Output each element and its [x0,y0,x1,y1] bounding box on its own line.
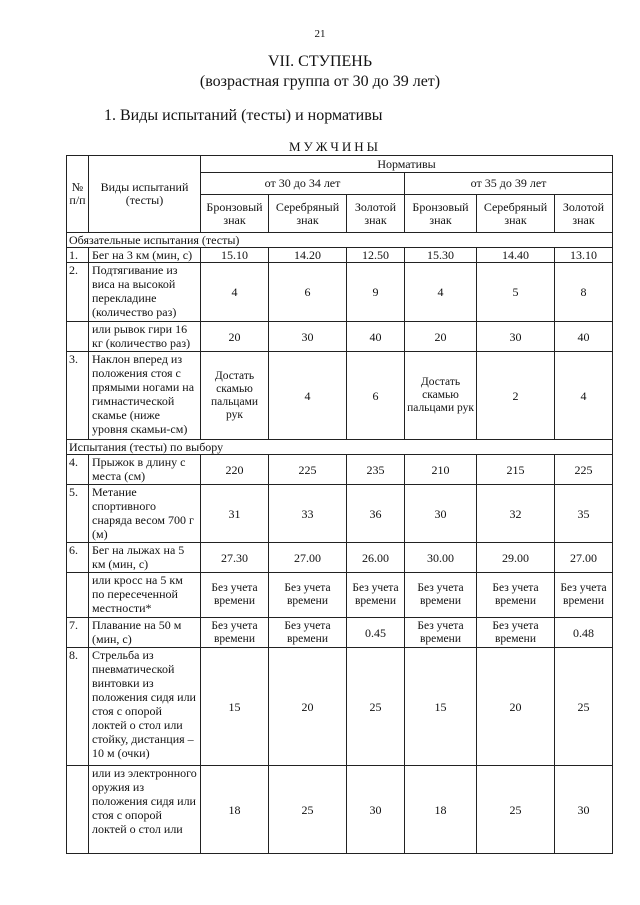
table-row [67,455,613,485]
value-cell: 6 [347,352,405,440]
value-cell: 20 [477,648,555,766]
row-number [67,766,89,854]
section-optional: Испытания (тесты) по выбору [67,440,613,455]
value-cell: 35 [555,485,613,543]
header-badge-silver: Серебряный знак [477,195,555,233]
value-cell: Достать скамью пальцами рук [405,352,477,440]
value-cell: 20 [201,322,269,352]
gender-title: МУЖЧИНЫ [289,139,381,154]
table-row [67,648,613,766]
value-cell: 30 [405,485,477,543]
row-test-name: Наклон вперед из положения стоя с прямыми ногами на гимнастической скамье (ниже уровня скамьи-см) [89,352,201,440]
value-cell: 0.45 [347,618,405,648]
row-number [67,322,89,352]
table-row [67,618,613,648]
row-test-name: Стрельба из пневматической винтовки из положения сидя или стоя с опорой локтей о стол или стойку, дистанция – 10 м (очки) [89,648,201,766]
value-cell: Без учета времени [269,618,347,648]
row-number: 4. [67,455,89,485]
table-row [67,352,613,440]
row-number: 3. [67,352,89,440]
header-badge-bronze: Бронзовый знак [405,195,477,233]
value-cell: 0.48 [555,618,613,648]
value-cell: 13.10 [555,248,613,263]
row-number: 5. [67,485,89,543]
value-cell: 14.20 [269,248,347,263]
section-row [67,233,613,248]
value-cell: 18 [201,766,269,854]
header-age-group-1: от 30 до 34 лет [201,173,405,195]
value-cell: 2 [477,352,555,440]
header-norms: Нормативы [201,156,613,173]
value-cell: 27.00 [269,543,347,573]
row-test-name: Бег на лыжах на 5 км (мин, с) [89,543,201,573]
value-cell: 25 [269,766,347,854]
value-cell: 30 [477,322,555,352]
header-tests: Виды испытаний (тесты) [89,156,201,233]
row-test-name: или кросс на 5 км по пересеченной местности* [89,573,201,618]
heading-stage: VII. СТУПЕНЬ [267,53,373,70]
row-number: 1. [67,248,89,263]
value-cell: 25 [477,766,555,854]
header-row-norms [67,156,613,173]
header-age-group-2: от 35 до 39 лет [405,173,613,195]
value-cell: 40 [555,322,613,352]
table-row [67,263,613,322]
value-cell: 15.10 [201,248,269,263]
row-number [67,573,89,618]
value-cell: 30.00 [405,543,477,573]
section-row [67,440,613,455]
value-cell: 20 [405,322,477,352]
table-row [67,485,613,543]
value-cell: 220 [201,455,269,485]
value-cell: 26.00 [347,543,405,573]
header-badge-bronze: Бронзовый знак [201,195,269,233]
value-cell: Без учета времени [347,573,405,618]
value-cell: 4 [269,352,347,440]
table-row [67,248,613,263]
value-cell: Без учета времени [555,573,613,618]
row-test-name: Метание спортивного снаряда весом 700 г (м) [89,485,201,543]
section-title: 1. Виды испытаний (тесты) и нормативы [104,107,383,124]
row-test-name: Подтягивание из виса на высокой перекладине (количество раз) [89,263,201,322]
value-cell: 40 [347,322,405,352]
value-cell: Без учета времени [269,573,347,618]
header-badge-gold: Золотой знак [555,195,613,233]
value-cell: 5 [477,263,555,322]
value-cell: 225 [269,455,347,485]
table-row [67,766,613,854]
header-badge-silver: Серебряный знак [269,195,347,233]
row-number: 2. [67,263,89,322]
value-cell: 36 [347,485,405,543]
row-test-name: или из электронного оружия из положения сидя или стоя с опорой локтей о стол или [89,766,201,854]
value-cell: 30 [555,766,613,854]
table-row [67,573,613,618]
value-cell: 30 [269,322,347,352]
value-cell: 27.00 [555,543,613,573]
value-cell: 210 [405,455,477,485]
row-number: 7. [67,618,89,648]
value-cell: 215 [477,455,555,485]
row-test-name: Прыжок в длину с места (см) [89,455,201,485]
value-cell: 4 [201,263,269,322]
value-cell: 4 [555,352,613,440]
value-cell: 235 [347,455,405,485]
value-cell: 15 [405,648,477,766]
page-heading [0,52,640,92]
value-cell: 12.50 [347,248,405,263]
value-cell: Без учета времени [201,618,269,648]
value-cell: 4 [405,263,477,322]
section-mandatory: Обязательные испытания (тесты) [67,233,613,248]
value-cell: 6 [269,263,347,322]
value-cell: 29.00 [477,543,555,573]
row-test-name: или рывок гири 16 кг (количество раз) [89,322,201,352]
value-cell: Без учета времени [405,573,477,618]
row-number: 6. [67,543,89,573]
value-cell: 32 [477,485,555,543]
page-number: 21 [314,28,326,40]
value-cell: 33 [269,485,347,543]
row-number: 8. [67,648,89,766]
value-cell: 25 [555,648,613,766]
header-badge-gold: Золотой знак [347,195,405,233]
value-cell: Без учета времени [477,618,555,648]
value-cell: Без учета времени [201,573,269,618]
value-cell: 15 [201,648,269,766]
value-cell: 20 [269,648,347,766]
value-cell: Достать скамью пальцами рук [201,352,269,440]
header-number: № п/п [67,156,89,233]
value-cell: 15.30 [405,248,477,263]
value-cell: 27.30 [201,543,269,573]
value-cell: Без учета времени [477,573,555,618]
value-cell: 25 [347,648,405,766]
value-cell: 225 [555,455,613,485]
norms-table [66,155,613,854]
value-cell: 30 [347,766,405,854]
heading-age-group: (возрастная группа от 30 до 39 лет) [199,73,441,90]
value-cell: 18 [405,766,477,854]
value-cell: 14.40 [477,248,555,263]
value-cell: 8 [555,263,613,322]
value-cell: Без учета времени [405,618,477,648]
value-cell: 9 [347,263,405,322]
row-test-name: Плавание на 50 м (мин, с) [89,618,201,648]
table-row [67,322,613,352]
value-cell: 31 [201,485,269,543]
row-test-name: Бег на 3 км (мин, с) [89,248,201,263]
table-row [67,543,613,573]
